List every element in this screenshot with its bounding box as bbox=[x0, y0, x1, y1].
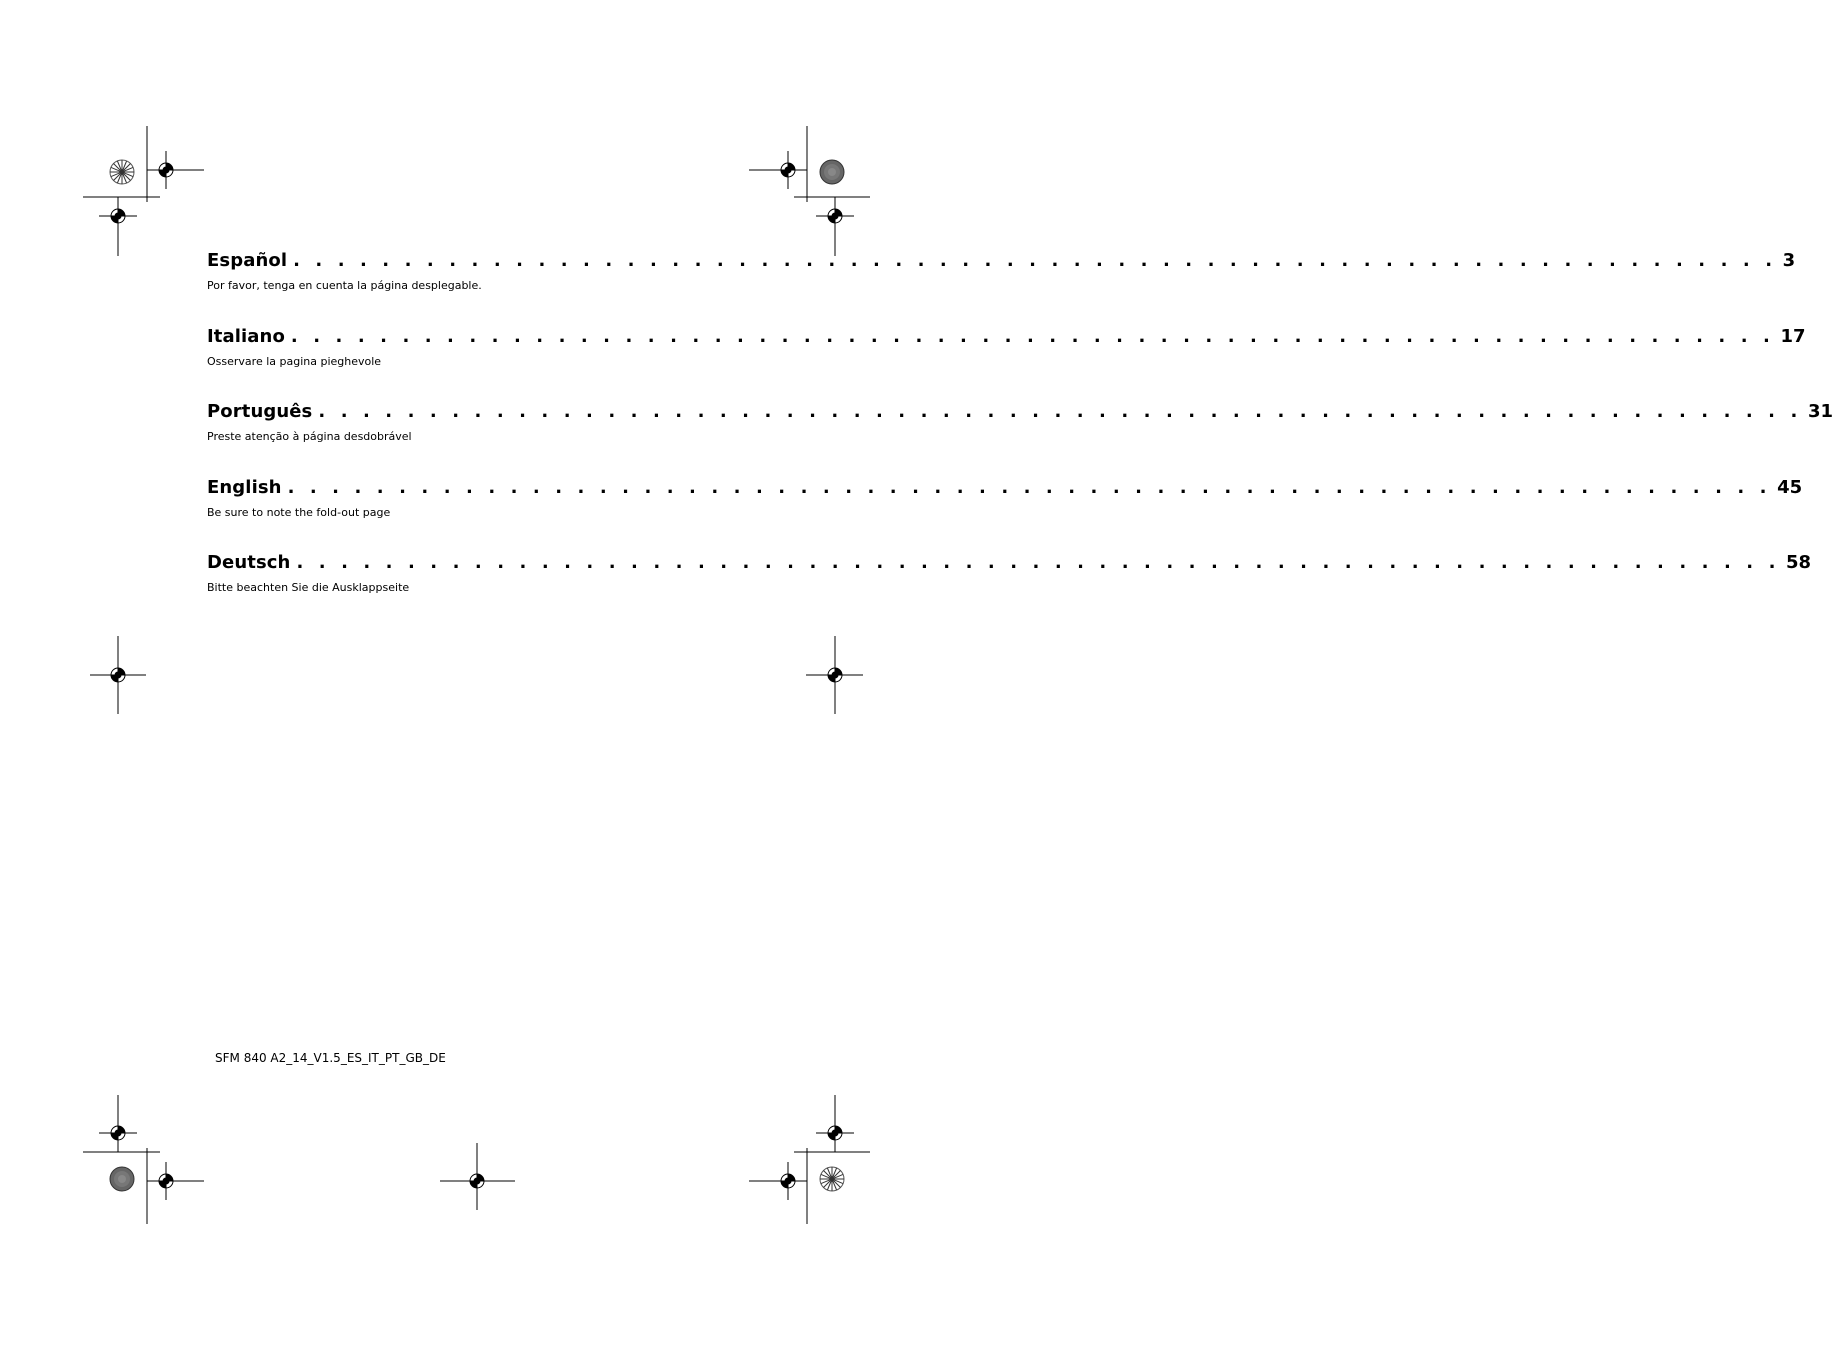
crop-mark-bottom-left bbox=[83, 1095, 204, 1224]
toc-entry-deutsch[interactable] bbox=[207, 552, 1812, 628]
toc-entry-italiano[interactable] bbox=[207, 325, 1806, 402]
toc-language: Deutsch bbox=[207, 552, 291, 573]
toc-entry-espanol[interactable] bbox=[207, 250, 1796, 326]
toc-page-number: 17 bbox=[1780, 325, 1806, 347]
toc-note: Be sure to note the fold-out page bbox=[207, 505, 391, 519]
toc-note: Por favor, tenga en cuenta la página desplegable. bbox=[207, 279, 482, 292]
document-code: SFM 840 A2_14_V1.5_ES_IT_PT_GB_DE bbox=[215, 1051, 446, 1065]
toc-leader: . . . . . . . . . . . . . . . . . . . . . . . . . . . . . . . . . . . . . . . . . . . . . . . . . . . . . . . . . . . . . . . . . . . bbox=[287, 476, 1772, 498]
toc-entry-portugues[interactable] bbox=[207, 401, 1833, 477]
toc-page-number: 31 bbox=[1807, 401, 1833, 422]
crop-mark-top-left bbox=[83, 126, 204, 256]
toc-leader: . . . . . . . . . . . . . . . . . . . . . . . . . . . . . . . . . . . . . . . . . . . . . . . . . . . . . . . . . . . . . . . . . . . bbox=[296, 552, 1781, 573]
toc-entry-english[interactable] bbox=[207, 476, 1803, 553]
toc-page-number: 3 bbox=[1782, 250, 1796, 271]
toc-note: Osservare la pagina pieghevole bbox=[207, 354, 382, 368]
toc-language: Português bbox=[207, 401, 313, 422]
toc-leader: . . . . . . . . . . . . . . . . . . . . . . . . . . . . . . . . . . . . . . . . . . . . . . . . . . . . . . . . . . . . . . . . . . . bbox=[318, 401, 1802, 422]
toc-language: Italiano bbox=[207, 325, 285, 347]
toc-leader: . . . . . . . . . . . . . . . . . . . . . . . . . . . . . . . . . . . . . . . . . . . . . . . . . . . . . . . . . . . . . . . . . . . bbox=[293, 250, 1777, 271]
toc-note: Bitte beachten Sie die Ausklappseite bbox=[207, 581, 410, 594]
crop-mark-top-right bbox=[749, 126, 870, 256]
table-of-contents bbox=[207, 250, 1833, 628]
toc-page-number: 58 bbox=[1786, 552, 1812, 573]
toc-language: English bbox=[207, 476, 282, 498]
crop-mark-mid-left bbox=[90, 636, 146, 714]
toc-note: Preste atenção à página desdobrável bbox=[207, 430, 412, 443]
crop-mark-mid-right bbox=[806, 636, 863, 714]
toc-leader: . . . . . . . . . . . . . . . . . . . . . . . . . . . . . . . . . . . . . . . . . . . . . . . . . . . . . . . . . . . . . . . . . . . bbox=[290, 325, 1775, 347]
crop-mark-bottom-center bbox=[440, 1143, 515, 1210]
crop-mark-bottom-right bbox=[749, 1095, 870, 1224]
toc-page-number: 45 bbox=[1777, 476, 1803, 498]
toc-language: Español bbox=[207, 250, 288, 271]
